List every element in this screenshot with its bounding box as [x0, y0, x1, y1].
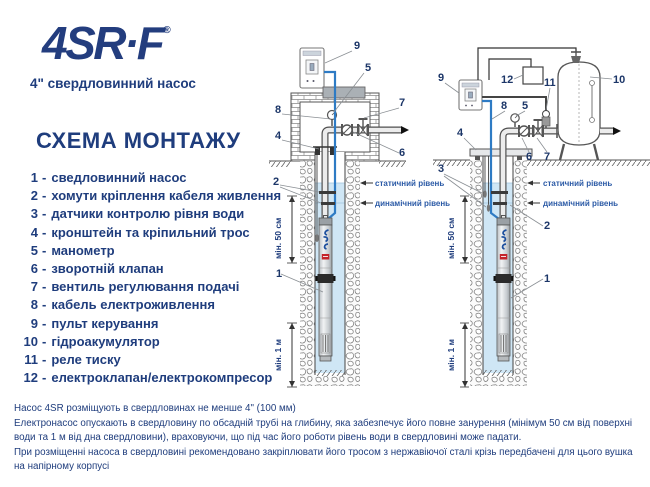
legend-item: 4 - кронштейн та кріпильний трос [30, 224, 250, 240]
legend-item: 7 - вентиль регулювання подачі [30, 279, 240, 295]
brand-logo-text: 4SR·F [42, 17, 163, 69]
footnote-line: При розміщенні насоса в свердловині рекомендовано закріплювати його тросом з нержавіючої сталі крізь передбачені для цього вушка на напірному корпусі [14, 446, 633, 473]
installation-diagrams [265, 15, 650, 400]
callout-1: 1 [276, 268, 283, 280]
callout-8: 8 [275, 104, 282, 116]
callout-1: 1 [544, 273, 551, 285]
pit-cover-slab [323, 87, 365, 98]
callout-7: 7 [544, 151, 551, 163]
callout-4: 4 [457, 127, 464, 139]
flow-arrow-icon [613, 127, 621, 135]
callout-9: 9 [354, 40, 361, 52]
page-title: СХЕМА МОНТАЖУ [36, 128, 241, 153]
cable-clamp [319, 191, 336, 194]
hydroaccumulator-tank [558, 49, 600, 160]
borehole-wall [513, 160, 527, 386]
callout-12: 12 [501, 74, 514, 86]
callout-10: 10 [613, 74, 626, 86]
callout-2: 2 [544, 220, 551, 232]
callout-3: 3 [438, 163, 445, 175]
right-installation-diagram [433, 48, 650, 387]
cable-clamp [493, 202, 507, 205]
product-subtitle: 4" свердловинний насос [30, 76, 196, 91]
flow-arrow-icon [401, 126, 409, 134]
cable-clamp [321, 202, 335, 205]
legend-item: 9 - пульт керування [30, 315, 159, 331]
dimension-min-1m [273, 323, 297, 387]
legend-list [12, 169, 281, 387]
legend-item: 3 - датчики контролю рівня води [30, 206, 245, 222]
callout-2: 2 [273, 176, 280, 188]
footnote-line: Насос 4SR розміщують в свердловинах не менше 4" (100 мм) [14, 403, 296, 414]
registered-trademark-icon: ® [163, 25, 171, 36]
svg-text:мін. 1 м: мін. 1 м [273, 339, 283, 371]
callout-4: 4 [275, 130, 282, 142]
callout-11: 11 [544, 77, 556, 89]
check-valve-icon [341, 124, 353, 136]
solenoid-compressor-box [523, 67, 543, 84]
callout-8: 8 [501, 100, 508, 112]
callout-6: 6 [399, 147, 406, 159]
borehole-wall [300, 161, 315, 386]
footnotes [14, 402, 644, 475]
legend-item: 1 - сведловинний насос [30, 170, 187, 185]
legend-item: 12 - електроклапан/електрокомпресор [23, 370, 273, 386]
tank-air-valve-icon [571, 49, 581, 63]
dynamic-level-label: динамічний рівень [375, 199, 451, 208]
pressure-gauge-icon [511, 114, 519, 127]
left-installation-diagram [269, 40, 450, 387]
check-valve-icon [518, 125, 530, 137]
static-level-label: статичний рівень [543, 179, 613, 188]
borehole-wall [470, 160, 483, 386]
dimension-min-50cm [273, 196, 297, 263]
legend-item: 5 - манометр [30, 242, 115, 258]
svg-text:мін. 50 см: мін. 50 см [446, 217, 456, 259]
callout-7: 7 [399, 97, 406, 109]
legend-item: 6 - зворотній клапан [30, 261, 164, 277]
svg-text:мін. 1 м: мін. 1 м [446, 339, 456, 371]
callout-5: 5 [365, 62, 372, 74]
footnote-line: Електронасос опускають в свердловину по обсадній трубі на глибину, яка забезпечує його повне занурення (мінімум 50 см від поверхні води та 1 м від дна свердловини), враховуючи, що під час його роботи рівень води в свердловині може падати. [14, 417, 633, 444]
legend-item: 2 - хомути кріплення кабеля живлення [30, 188, 282, 204]
cable-clamp [491, 191, 508, 194]
static-level-label: статичний рівень [375, 179, 445, 188]
control-panel-icon [459, 80, 482, 110]
legend-item: 8 - кабель електроживлення [30, 297, 215, 313]
control-panel-icon [300, 48, 324, 88]
callout-9: 9 [438, 72, 445, 84]
dynamic-level-label: динамічний рівень [543, 199, 619, 208]
brand-logo [42, 16, 171, 70]
dimension-min-1m [446, 323, 469, 387]
svg-text:мін. 50 см: мін. 50 см [273, 217, 283, 259]
callout-5: 5 [522, 100, 529, 112]
legend-item: 10 - гідроакумулятор [23, 333, 160, 349]
legend-item: 11 - реле тиску [24, 352, 121, 368]
borehole-wall [345, 161, 360, 386]
callout-6: 6 [526, 151, 533, 163]
